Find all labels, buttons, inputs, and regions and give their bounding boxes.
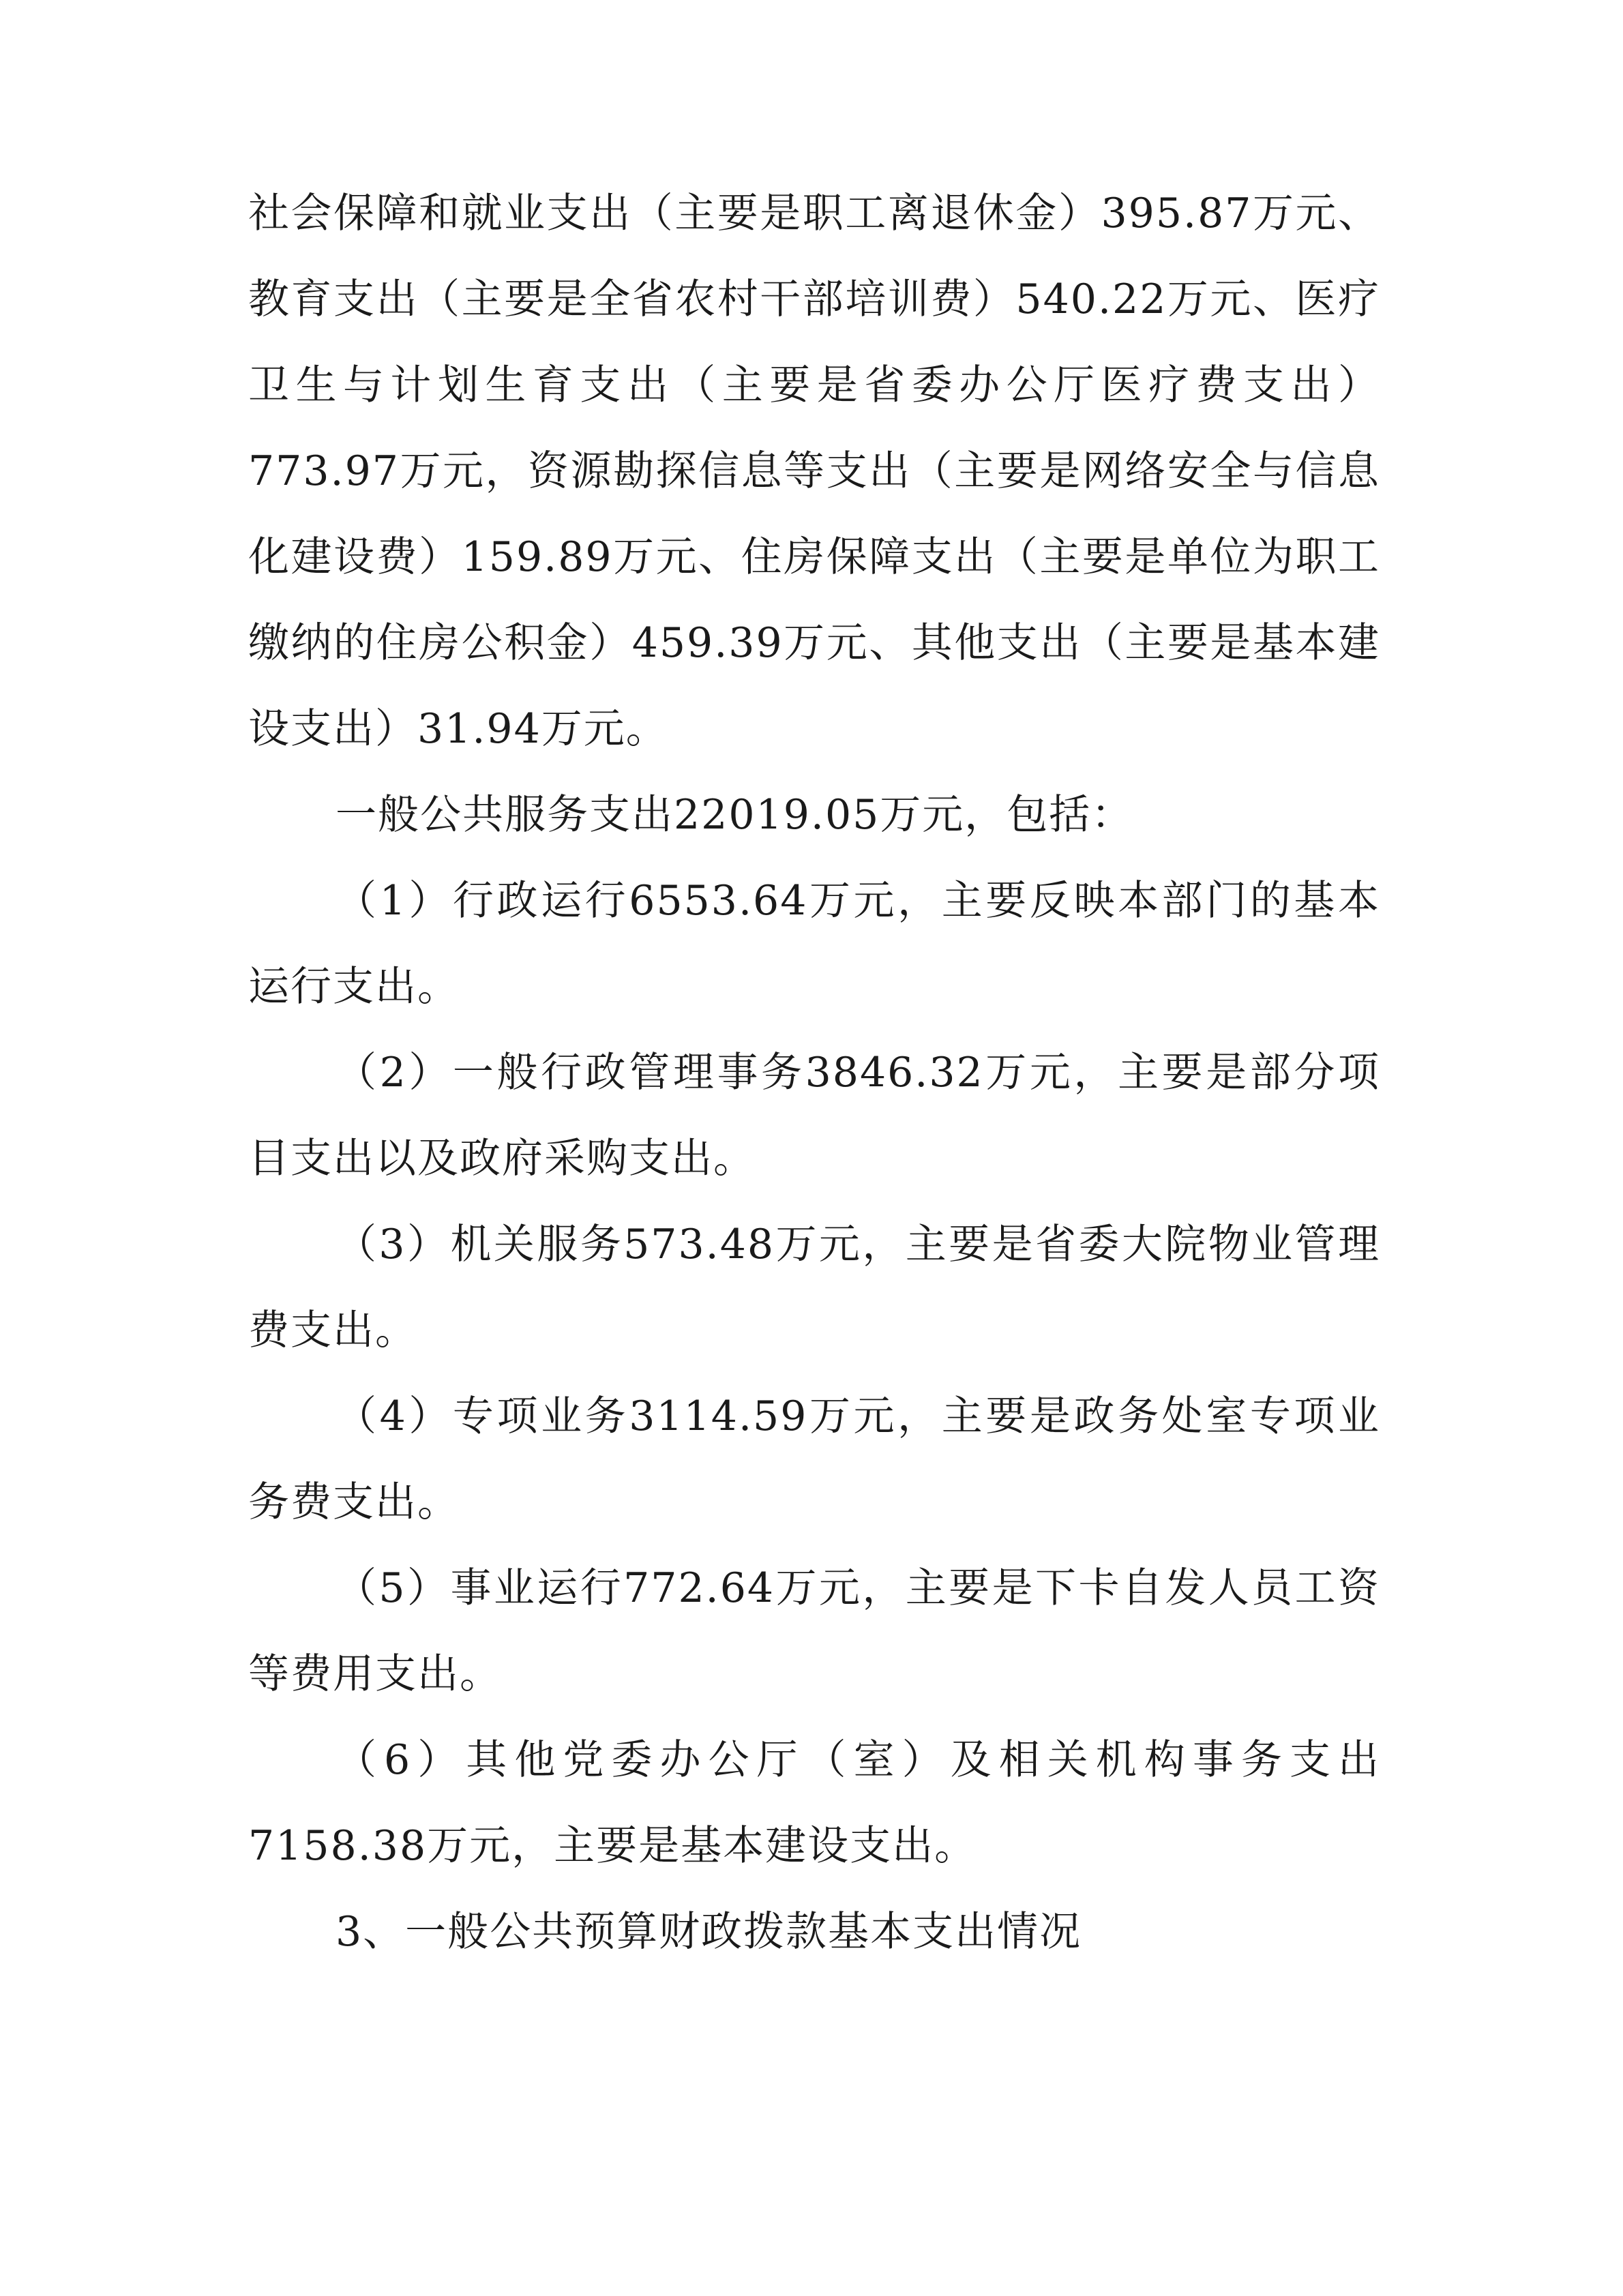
section-heading-basic-expenditure: 3、一般公共预算财政拨款基本支出情况 — [336, 1908, 1082, 1956]
paragraph-item-3-office-services: （3）机关服务573.48万元，主要是省委大院物业管理费支出。 — [248, 1221, 1380, 1354]
paragraph-item-4-special-business: （4）专项业务3114.59万元，主要是政务处室专项业务费支出。 — [248, 1392, 1380, 1526]
paragraph-expenditure-summary: 社会保障和就业支出（主要是职工离退休金）395.87万元、教育支出（主要是全省农村干部培训费）540.22万元、医疗卫生与计划生育支出（主要是省委办公厅医疗费支出）773.97万元，资源勘探信息等支出（主要是网络安全与信息化建设费）159.89万元、住房保障支出（主要是单位为职工缴纳的住房公积金）459.39万元、其他支出（主要是基本建设支出）31.94万元。 — [248, 190, 1380, 753]
paragraph-item-5-institution-operation: （5）事业运行772.64万元，主要是下卡自发人员工资等费用支出。 — [248, 1564, 1380, 1698]
paragraph-item-6-other-party-affairs: （6）其他党委办公厅（室）及相关机构事务支出7158.38万元，主要是基本建设支出。 — [248, 1736, 1380, 1870]
paragraph-item-2-general-administration: （2）一般行政管理事务3846.32万元，主要是部分项目支出以及政府采购支出。 — [248, 1049, 1380, 1182]
paragraph-general-public-services: 一般公共服务支出22019.05万元，包括： — [336, 791, 1134, 839]
document-body — [248, 170, 1380, 1975]
paragraph-item-1-administrative-operation: （1）行政运行6553.64万元，主要反映本部门的基本运行支出。 — [248, 877, 1380, 1011]
